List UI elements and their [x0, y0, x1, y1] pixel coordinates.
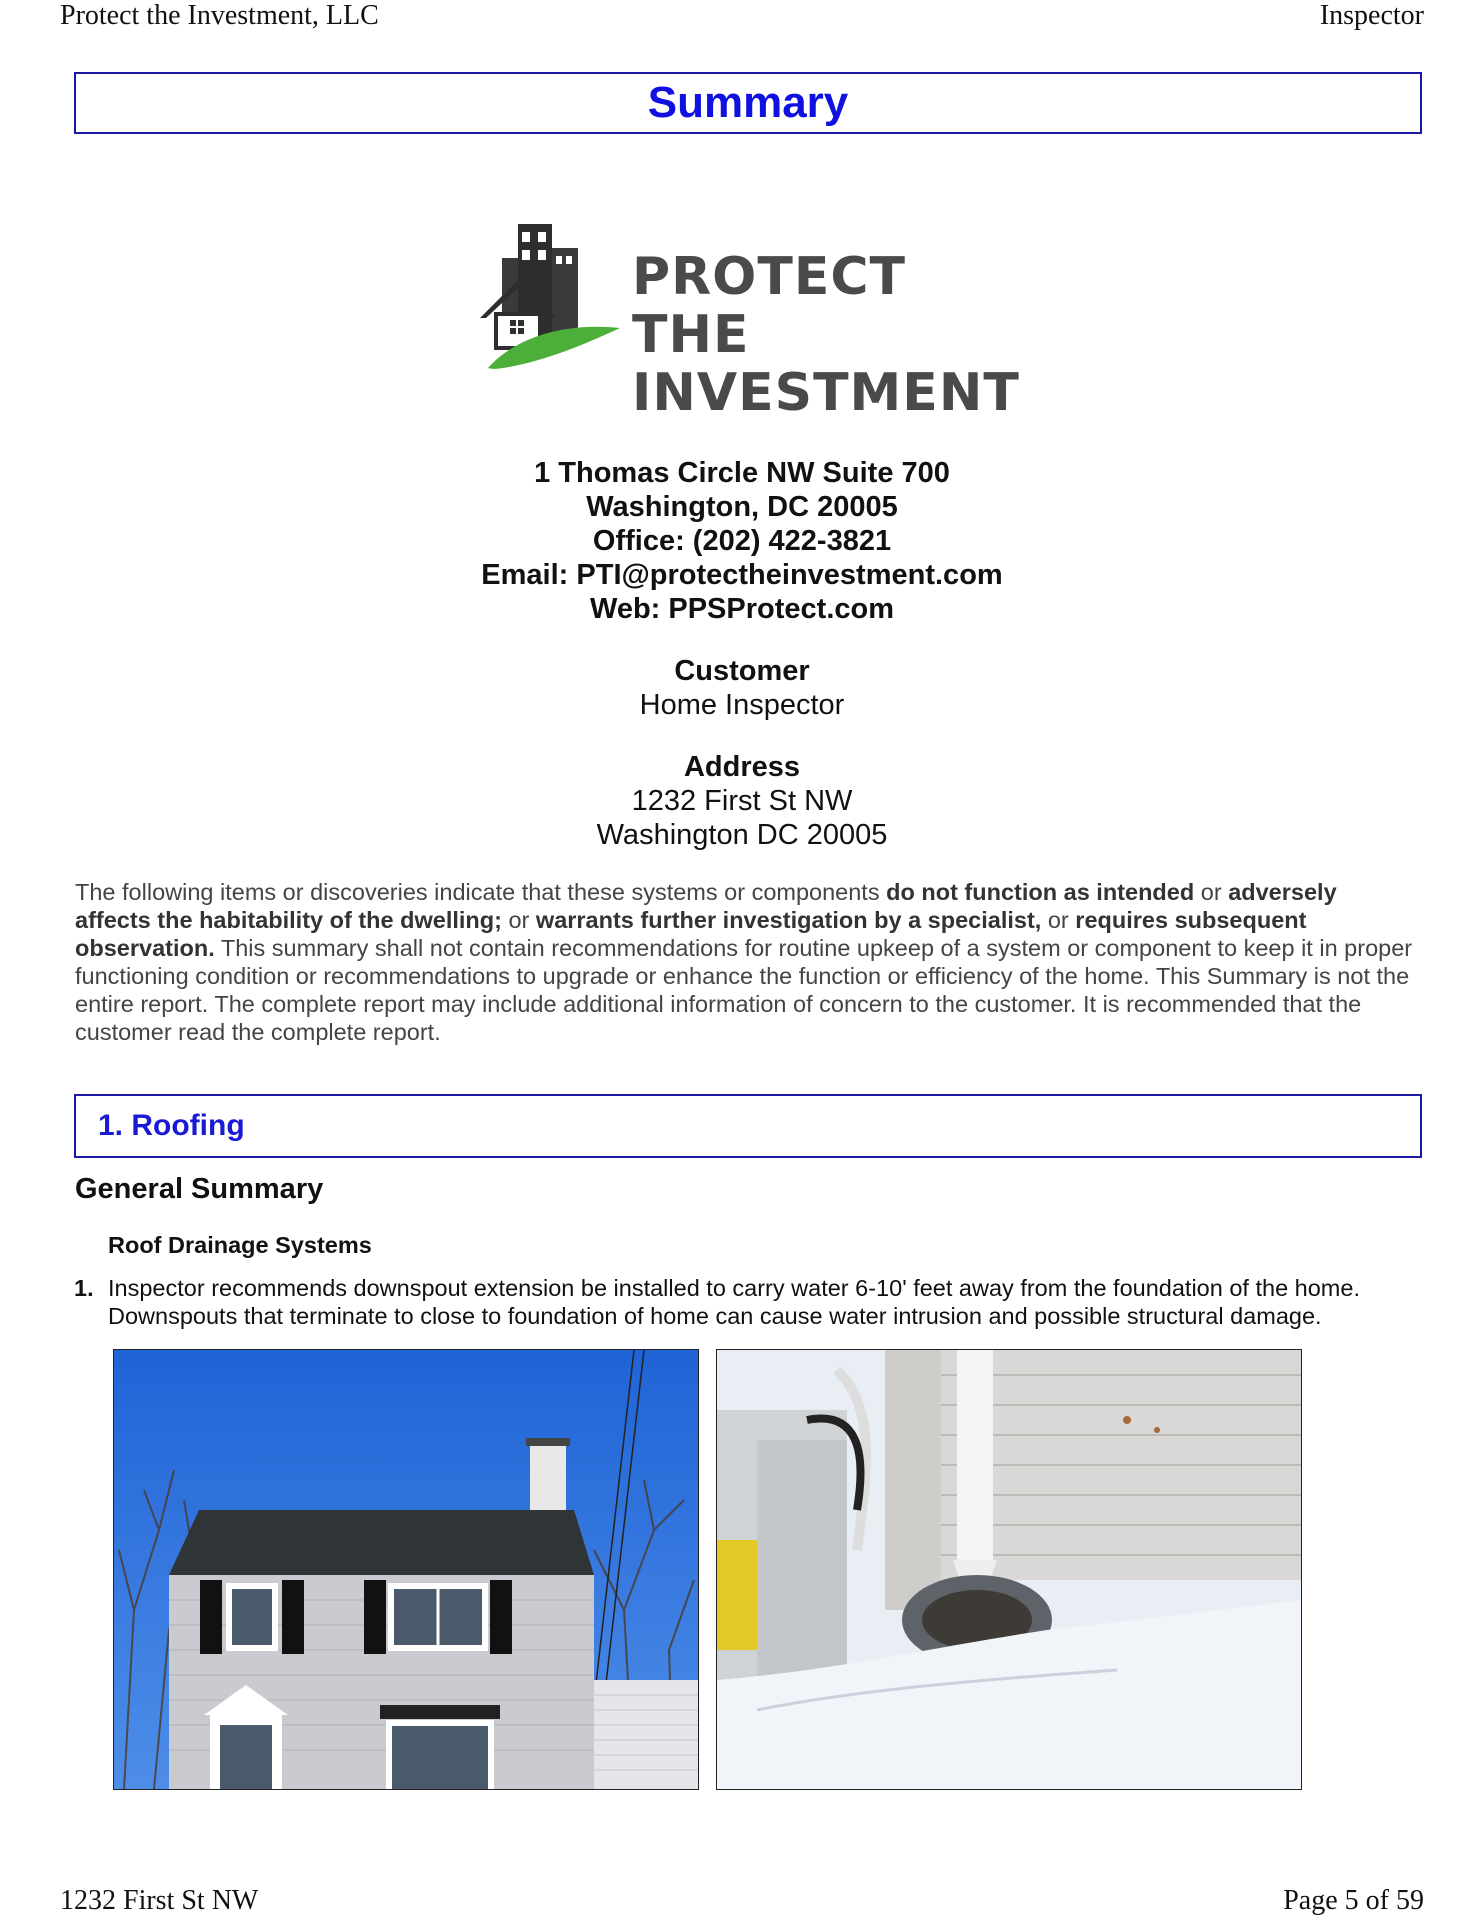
customer-block — [0, 654, 1484, 722]
running-header — [60, 0, 1424, 32]
house-exterior-photo — [113, 1349, 699, 1790]
intro-paragraph — [75, 878, 1415, 1046]
intro-bold-3: warrants further investigation by a specialist, — [535, 907, 1042, 933]
intro-bold-1: do not function as intended — [886, 879, 1195, 905]
subsection-heading: Roof Drainage Systems — [108, 1232, 372, 1258]
contact-city: Washington, DC 20005 — [586, 491, 898, 523]
intro-bold-4: requires subsequent observation. — [75, 907, 1307, 961]
contact-web: Web: PPSProtect.com — [589, 593, 895, 625]
general-summary-heading: General Summary — [75, 1173, 324, 1205]
footer-address: 1232 First St NW — [60, 1885, 259, 1916]
contact-office: Office: (202) 422-3821 — [592, 525, 892, 557]
intro-text-4: or — [1041, 907, 1076, 933]
page-title: Summary — [647, 78, 849, 127]
customer-value: Home Inspector — [639, 689, 845, 721]
logo-line-1: PROTECT THE — [632, 247, 906, 365]
address-line-2: Washington DC 20005 — [596, 819, 888, 851]
logo-line-2: INVESTMENT — [632, 363, 1020, 423]
address-block — [0, 750, 1484, 852]
finding-number: 1. — [74, 1275, 94, 1301]
running-footer — [60, 1885, 1424, 1917]
finding-text: Inspector recommends downspout extension be installed to carry water 6-10' feet away from the foundation of the home. Downspouts that terminate to close to foundation of home can cause water intrusion and possible structural damage. — [108, 1275, 1360, 1329]
intro-bold-2: adversely affects the habitability of the dwelling; — [75, 879, 1337, 933]
address-label: Address — [683, 751, 801, 783]
contact-block — [0, 456, 1484, 626]
address-line-1: 1232 First St NW — [631, 785, 853, 817]
finding-item — [74, 1274, 1424, 1330]
logo-wordmark — [632, 248, 1020, 422]
company-logo — [474, 218, 1020, 423]
intro-text-3: or — [501, 907, 536, 933]
section-roofing-header — [74, 1094, 1422, 1158]
company-name: Protect the Investment, LLC — [60, 0, 379, 31]
header-role: Inspector — [1319, 0, 1424, 31]
summary-title-box — [74, 72, 1422, 134]
contact-email: Email: PTI@protectheinvestment.com — [481, 559, 1003, 591]
intro-text-1: The following items or discoveries indicate that these systems or components — [75, 879, 887, 905]
intro-text-2: or — [1194, 879, 1229, 905]
intro-text-5: This summary shall not contain recommendations for routine upkeep of a system or component to keep it in proper functioning condition or recommendations to upgrade or enhance the function or efficiency of the home. This Summary is not the entire report. The complete report may include additional information of concern to the customer. It is recommended that the customer read the complete report. — [75, 935, 1413, 1045]
customer-label: Customer — [674, 655, 810, 687]
contact-street: 1 Thomas Circle NW Suite 700 — [534, 457, 950, 489]
downspout-photo — [716, 1349, 1302, 1790]
logo-mark-icon — [474, 218, 634, 378]
page-number: Page 5 of 59 — [1283, 1885, 1424, 1916]
section-title: 1. Roofing — [98, 1109, 245, 1142]
